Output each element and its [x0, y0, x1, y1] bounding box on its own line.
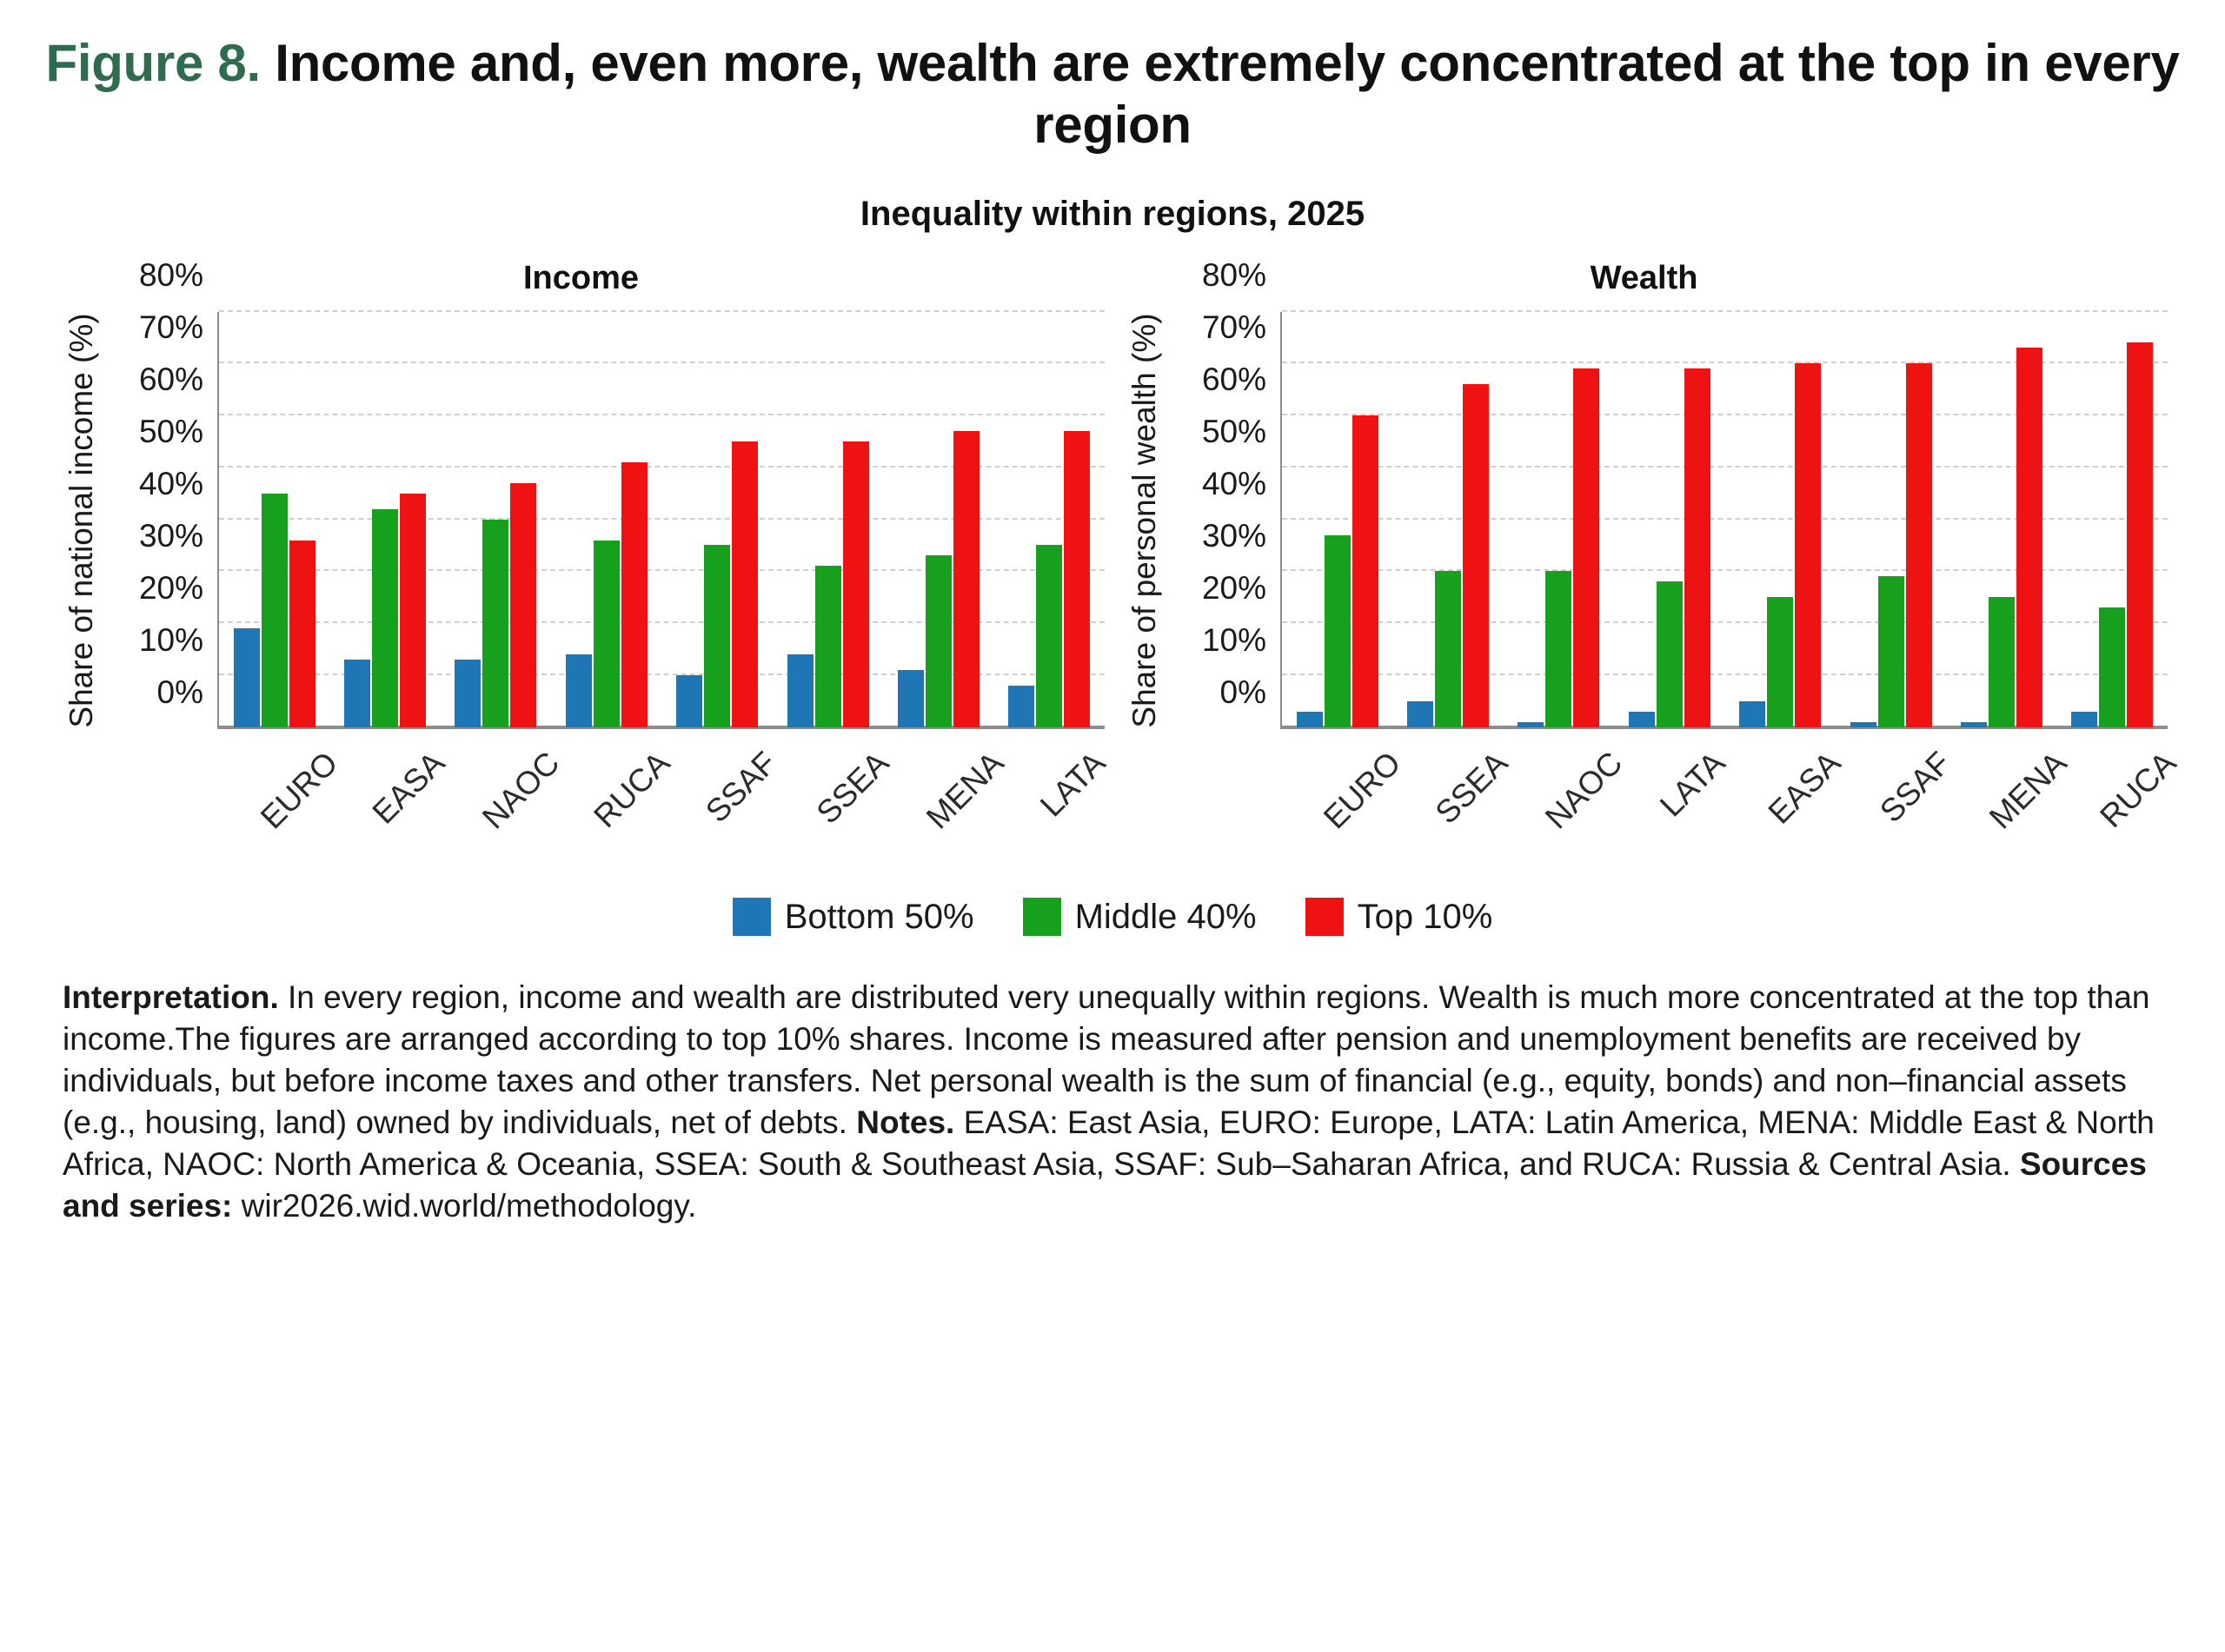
interpretation-text: In every region, income and wealth are distributed very unequally within regions. Wealth is much more concentrated at the top than income.The figures are arranged according to top 10% shares. Income is measured after pension and unemployment benefits are received by individuals, but before income taxes and other transfers. Net personal wealth is the sum of financial (e.g., equity, bonds) and non–financial assets (e.g., housing, land) owned by individuals, net of debts. — [63, 979, 2150, 1140]
bar-m40 — [1878, 576, 1904, 726]
bar-m40 — [1989, 597, 2015, 726]
y-tick-label: 0% — [156, 673, 203, 710]
bar-m40 — [815, 566, 841, 726]
bar-t10 — [1573, 368, 1599, 726]
bar-t10 — [1352, 415, 1378, 727]
bar-t10 — [1463, 384, 1489, 726]
bar-t10 — [2016, 348, 2042, 726]
x-tick-label: SSAF — [699, 744, 784, 829]
plot-area-wealth — [1280, 312, 2168, 729]
x-axis-labels-income — [217, 729, 1112, 894]
bar-group — [994, 312, 1105, 727]
sources-label: Sources and series: — [63, 1145, 2147, 1224]
x-tick-label: EASA — [365, 744, 452, 831]
y-axis-label-income: Share of national income (%) — [63, 313, 99, 728]
bar-b50 — [1518, 722, 1544, 727]
legend-swatch — [1023, 898, 1061, 936]
bar-b50 — [1739, 701, 1765, 727]
bar-groups — [1282, 312, 2168, 727]
bar-t10 — [1684, 368, 1710, 726]
legend-item — [1305, 898, 1493, 937]
y-axis-ticks-income — [106, 256, 217, 729]
bar-t10 — [1064, 431, 1090, 727]
bar-m40 — [1325, 535, 1351, 727]
legend-label: Middle 40% — [1074, 897, 1257, 936]
bar-b50 — [455, 660, 481, 727]
bar-m40 — [1767, 597, 1793, 726]
bar-b50 — [234, 628, 260, 727]
charts-container — [0, 256, 2225, 894]
bar-m40 — [594, 541, 620, 727]
sources-text: wir2026.wid.world/methodology. — [232, 1188, 697, 1224]
x-tick-label: EURO — [1316, 744, 1408, 836]
x-tick-label: RUCA — [2093, 744, 2183, 834]
bar-b50 — [787, 654, 814, 727]
bar-m40 — [262, 494, 288, 727]
bar-b50 — [1850, 722, 1876, 727]
x-axis-labels-wealth — [1280, 729, 2183, 894]
x-tick-label: MENA — [919, 744, 1011, 836]
y-tick-label: 20% — [1201, 569, 1266, 606]
bar-m40 — [1545, 571, 1571, 726]
y-tick-label: 30% — [1201, 517, 1266, 554]
page-title — [35, 33, 2190, 156]
bar-b50 — [1961, 722, 1987, 727]
chart-subtitle: Inequality within regions, 2025 — [860, 194, 1365, 233]
bar-group — [1392, 312, 1503, 727]
x-tick-label: SSEA — [1428, 744, 1515, 831]
legend-swatch — [1305, 898, 1344, 936]
legend-item — [733, 898, 974, 937]
bar-group — [1614, 312, 1724, 727]
bar-m40 — [1435, 571, 1461, 726]
bar-b50 — [898, 670, 924, 727]
bar-t10 — [953, 431, 980, 727]
bar-b50 — [344, 660, 370, 727]
bar-group — [1282, 312, 1392, 727]
panel-title-wealth: Wealth — [1590, 259, 1698, 296]
bar-m40 — [926, 555, 952, 726]
y-axis-label-wealth: Share of personal wealth (%) — [1126, 313, 1162, 728]
y-tick-label: 50% — [138, 413, 203, 449]
bar-t10 — [1906, 363, 1932, 726]
x-tick-label: EURO — [253, 744, 345, 836]
y-axis-ticks-wealth — [1169, 256, 1280, 729]
y-tick-label: 70% — [138, 309, 203, 345]
bar-group — [219, 312, 329, 727]
bar-group — [551, 312, 661, 727]
bar-t10 — [843, 441, 869, 727]
bar-group — [441, 312, 551, 727]
bar-m40 — [704, 545, 730, 726]
bar-m40 — [482, 520, 508, 727]
bar-b50 — [2071, 712, 2097, 727]
y-tick-label: 40% — [1201, 465, 1266, 501]
bar-t10 — [289, 541, 315, 727]
x-tick-label: SSAF — [1872, 744, 1958, 829]
bar-t10 — [400, 494, 426, 727]
y-tick-label: 0% — [1219, 673, 1266, 710]
bar-b50 — [1629, 712, 1655, 727]
x-tick-label: NAOC — [475, 744, 567, 836]
bar-group — [1504, 312, 1614, 727]
bar-b50 — [1008, 686, 1034, 727]
figure-label: Figure 8. — [45, 34, 261, 92]
chart-panel-income — [57, 256, 1112, 894]
y-tick-label: 60% — [1201, 361, 1266, 397]
bar-t10 — [621, 462, 648, 727]
bar-t10 — [1795, 363, 1821, 726]
y-tick-label: 70% — [1201, 309, 1266, 345]
y-tick-label: 80% — [138, 256, 203, 293]
plot-area-income — [217, 312, 1105, 729]
bar-group — [662, 312, 773, 727]
bar-m40 — [1657, 581, 1683, 726]
chart-legend — [0, 898, 2225, 937]
interpretation-label: Interpretation. — [63, 979, 279, 1015]
figure-title: Income and, even more, wealth are extremely concentrated at the top in every region — [275, 34, 2180, 154]
x-tick-label: EASA — [1761, 744, 1848, 831]
legend-swatch — [733, 898, 771, 936]
panel-title-income: Income — [522, 259, 640, 296]
x-tick-label: LATA — [1652, 744, 1732, 824]
bar-group — [773, 312, 883, 727]
notes-text: EASA: East Asia, EURO: Europe, LATA: Latin America, MENA: Middle East & North Africa, NAOC: North America & Oceania, SSEA: South & Southeast Asia, SSAF: Sub–Saharan Africa, and RUCA: Russia & Central Asia. — [63, 1104, 2155, 1182]
legend-item — [1023, 898, 1257, 937]
x-tick-label: LATA — [1033, 744, 1112, 824]
y-tick-label: 10% — [138, 621, 203, 658]
bar-group — [2057, 312, 2168, 727]
x-tick-label: MENA — [1982, 744, 2074, 836]
bar-m40 — [1036, 545, 1062, 726]
bar-group — [1725, 312, 1836, 727]
bar-m40 — [372, 509, 398, 727]
bar-groups — [219, 312, 1105, 727]
bar-b50 — [676, 675, 702, 727]
y-tick-label: 10% — [1201, 621, 1266, 658]
x-tick-label: NAOC — [1538, 744, 1630, 836]
bar-b50 — [566, 654, 592, 727]
bar-b50 — [1407, 701, 1433, 727]
bar-group — [1946, 312, 2056, 727]
bar-t10 — [510, 483, 536, 727]
figure-page — [0, 33, 2225, 1652]
y-tick-label: 80% — [1201, 256, 1266, 293]
bar-t10 — [2127, 342, 2153, 726]
bar-b50 — [1297, 712, 1323, 727]
bar-t10 — [732, 441, 758, 727]
y-tick-label: 30% — [138, 517, 203, 554]
legend-label: Bottom 50% — [784, 897, 974, 936]
notes-label: Notes. — [856, 1104, 955, 1140]
x-tick-label: SSEA — [809, 744, 896, 831]
y-tick-label: 20% — [138, 569, 203, 606]
chart-panel-wealth — [1120, 256, 2183, 894]
y-tick-label: 50% — [1201, 413, 1266, 449]
legend-label: Top 10% — [1357, 897, 1493, 936]
bar-group — [883, 312, 993, 727]
bar-group — [1836, 312, 1946, 727]
bar-group — [329, 312, 440, 727]
y-tick-label: 60% — [138, 361, 203, 397]
bar-m40 — [2099, 607, 2125, 726]
figure-footnote — [63, 977, 2162, 1228]
y-tick-label: 40% — [138, 465, 203, 501]
x-tick-label: RUCA — [586, 744, 677, 834]
